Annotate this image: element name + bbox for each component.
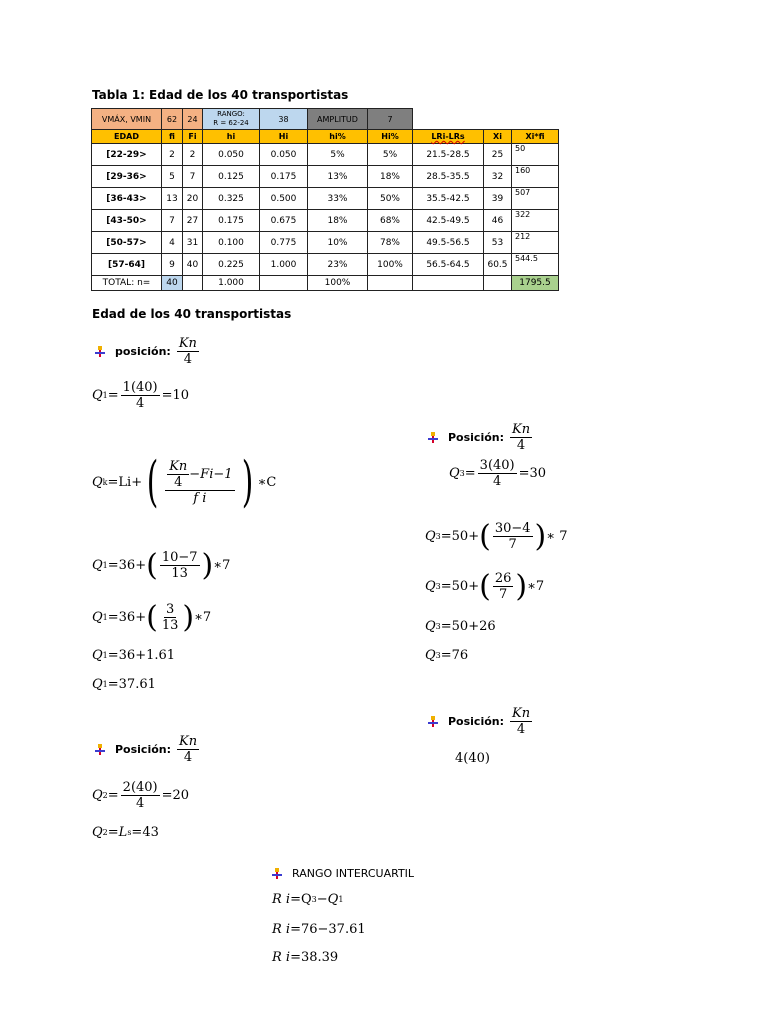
table-cell: 78% — [368, 232, 413, 254]
table-cell — [260, 276, 308, 291]
frac-den: 4 — [136, 796, 145, 811]
formula-part: =50+26 — [440, 619, 496, 634]
table-cell: 21.5-28.5 — [413, 144, 484, 166]
total-n: 40 — [162, 276, 183, 291]
frac-num: Kn — [512, 422, 531, 437]
total-xifi: 1795.5 — [512, 276, 559, 291]
bullet-icon — [428, 717, 438, 727]
formula-part: ∗ 7 — [546, 529, 568, 544]
table-row — [92, 166, 559, 188]
q3-result: Q 3 =76 — [425, 648, 469, 663]
vmax-value: 62 — [162, 109, 183, 130]
frac-num: 30−4 — [494, 521, 531, 536]
frac-den: 4 — [183, 352, 193, 367]
formula-part: ∗C — [257, 474, 277, 490]
col-header: hi% — [308, 130, 368, 144]
vmin-value: 24 — [183, 109, 203, 130]
table-cell: 25 — [484, 144, 512, 166]
total-hip: 100% — [308, 276, 368, 291]
eq-result: =20 — [161, 788, 190, 803]
q1-step-1: Q 1 =36+ ( $\frac{10-7}{13}$ ) ∗7 — [92, 547, 231, 583]
table-cell: [36-43> — [92, 188, 162, 210]
col-header: fi — [162, 130, 183, 144]
table-cell: 13 — [162, 188, 183, 210]
table-cell: 23% — [308, 254, 368, 276]
formula-part: =76 — [440, 648, 469, 663]
formula-part: ∗7 — [194, 610, 212, 625]
frac-num: 3(40) — [479, 458, 515, 473]
empty-cell — [512, 109, 559, 130]
q3-step-2: Q 3 =50+ ( $\frac{26}{7}$ ) ∗7 — [425, 568, 545, 604]
table-cell: 13% — [308, 166, 368, 188]
frac-den: 13 — [171, 566, 188, 581]
table-cell: 0.050 — [260, 144, 308, 166]
col-header: hi — [203, 130, 260, 144]
section-subtitle: Edad de los 40 transportistas — [92, 307, 292, 321]
table-row — [92, 144, 559, 166]
table-cell: 40 — [183, 254, 203, 276]
ri-result: R i =38.39 — [272, 950, 339, 965]
frac-den: 7 — [508, 537, 517, 552]
frac-num: Kn — [179, 734, 198, 749]
col-header: LRi-LRs — [413, 130, 484, 144]
frac-num: 2(40) — [122, 780, 158, 795]
table-cell: [29-36> — [92, 166, 162, 188]
table-cell: 53 — [484, 232, 512, 254]
formula-part: ∗7 — [213, 558, 231, 573]
table-header-row-1 — [92, 109, 559, 130]
formula-part: =37.61 — [107, 677, 156, 692]
table-cell: 50% — [368, 188, 413, 210]
q3-step-3: Q 3 =50+26 — [425, 619, 496, 634]
total-label: TOTAL: n= — [92, 276, 162, 291]
empty-cell — [413, 109, 484, 130]
table-cell: 39 — [484, 188, 512, 210]
table-cell — [368, 276, 413, 291]
table-cell: 5 — [162, 166, 183, 188]
q1-result: Q 1 =37.61 — [92, 677, 156, 692]
q3-step-1: Q 3 =50+ ( $\frac{30-4}{7}$ ) ∗ 7 — [425, 518, 568, 554]
frac-num: 10−7 — [161, 550, 198, 565]
table-cell: 20 — [183, 188, 203, 210]
table-cell: 56.5-64.5 — [413, 254, 484, 276]
table-cell: 7 — [183, 166, 203, 188]
table-cell: [50-57> — [92, 232, 162, 254]
table-cell — [413, 276, 484, 291]
q1-step-3: Q 1 =36+1.61 — [92, 648, 176, 663]
formula-part: =Li+ — [107, 474, 143, 490]
table-cell: [57-64] — [92, 254, 162, 276]
table-cell: 4 — [162, 232, 183, 254]
position-formula-q3 — [428, 422, 534, 453]
frac-den: 4 — [174, 474, 183, 490]
col-header: Xi*fi — [512, 130, 559, 144]
col-header: Hi — [260, 130, 308, 144]
table-cell: 50 — [512, 144, 559, 166]
q1-step-2: Q 1 =36+ ( $\frac{3}{13}$ ) ∗7 — [92, 599, 212, 635]
formula-part: −Fi−1 — [189, 466, 233, 482]
quartile-general-formula: Q k =Li+ ( $\frac{Kn}{4}$ −Fi−1 f i ) ∗C — [92, 450, 277, 513]
frac-den: 4 — [516, 438, 526, 453]
table-cell: 28.5-35.5 — [413, 166, 484, 188]
frac-den: 4 — [516, 722, 526, 737]
eq-result: =30 — [518, 466, 547, 481]
table-cell: 544.5 — [512, 254, 559, 276]
formula-part: =76−37.61 — [290, 922, 366, 937]
table-cell: 46 — [484, 210, 512, 232]
frac-num: Kn — [512, 706, 531, 721]
table-row — [92, 254, 559, 276]
col-header: Fi — [183, 130, 203, 144]
table-cell: 9 — [162, 254, 183, 276]
frac-num: 3 — [165, 602, 175, 617]
q2-result: Q 2 = L s =43 — [92, 825, 159, 840]
cutoff-fragment — [455, 748, 545, 766]
formula-part: =43 — [131, 825, 159, 840]
table-cell: 322 — [512, 210, 559, 232]
table-cell: 0.050 — [203, 144, 260, 166]
frac-den: 13 — [161, 618, 179, 633]
table-cell: 0.125 — [203, 166, 260, 188]
frequency-table — [91, 108, 559, 291]
ri-formula: R i =Q 3 − Q 1 — [272, 892, 344, 907]
amplitud-label: AMPLITUD — [308, 109, 368, 130]
table-cell: 0.775 — [260, 232, 308, 254]
formula-part: ∗7 — [527, 579, 545, 594]
position-formula-q2 — [95, 734, 201, 765]
table-cell: 18% — [368, 166, 413, 188]
q3-position-eq: Q 3 = $\frac{3(40)}{4}$ =30 — [449, 458, 547, 489]
table-row — [92, 210, 559, 232]
formula-part: 4(40) — [455, 751, 490, 766]
table-title: Tabla 1: Edad de los 40 transportistas — [92, 88, 349, 102]
ri-substitution: R i =76−37.61 — [272, 922, 366, 937]
position-label: posición: — [115, 345, 171, 358]
rango-cell — [203, 109, 260, 130]
rango-label: RANGO: — [217, 110, 245, 118]
interquartile-range-heading — [272, 867, 418, 880]
table-cell: 0.175 — [203, 210, 260, 232]
frac-den: 7 — [498, 587, 508, 602]
formula-part: =36+ — [107, 558, 147, 573]
rango-value: 38 — [260, 109, 308, 130]
position-formula-q1 — [95, 336, 201, 367]
eq-result: =10 — [161, 388, 190, 403]
bullet-icon — [428, 433, 438, 443]
empty-cell — [484, 109, 512, 130]
col-header: Xi — [484, 130, 512, 144]
table-cell: 507 — [512, 188, 559, 210]
formula-part: =36+1.61 — [107, 648, 176, 663]
table-cell: 0.675 — [260, 210, 308, 232]
table-cell: 0.100 — [203, 232, 260, 254]
table-cell: 42.5-49.5 — [413, 210, 484, 232]
frac-num: 26 — [494, 571, 512, 586]
table-cell: 0.500 — [260, 188, 308, 210]
table-cell: 5% — [308, 144, 368, 166]
table-cell: 32 — [484, 166, 512, 188]
table-cell: 10% — [308, 232, 368, 254]
table-cell: 18% — [308, 210, 368, 232]
formula-part: =50+ — [440, 529, 480, 544]
position-label: Posición: — [448, 431, 505, 444]
position-formula-extra — [428, 706, 534, 737]
bullet-icon — [272, 869, 282, 879]
table-cell: 31 — [183, 232, 203, 254]
table-cell: 7 — [162, 210, 183, 232]
table-cell: 35.5-42.5 — [413, 188, 484, 210]
table-cell: 60.5 — [484, 254, 512, 276]
table-cell: 1.000 — [260, 254, 308, 276]
frac-num: 1(40) — [122, 380, 158, 395]
table-total-row — [92, 276, 559, 291]
table-cell: 0.225 — [203, 254, 260, 276]
formula-part: =50+ — [440, 579, 480, 594]
formula-part: =38.39 — [290, 950, 339, 965]
frac-num: Kn — [178, 336, 197, 351]
interquartile-label: RANGO INTERCUARTIL — [292, 867, 415, 880]
q1-position-eq: Q 1 = $\frac{1(40)}{4}$ =10 — [92, 380, 190, 411]
table-cell: 5% — [368, 144, 413, 166]
table-cell: 0.325 — [203, 188, 260, 210]
table-cell: 2 — [183, 144, 203, 166]
table-cell: 68% — [368, 210, 413, 232]
frac-den: 4 — [136, 396, 145, 411]
formula-part: =Q — [290, 892, 312, 907]
table-cell: 160 — [512, 166, 559, 188]
amplitud-value: 7 — [368, 109, 413, 130]
table-cell: [43-50> — [92, 210, 162, 232]
frac-num: Kn — [169, 458, 188, 474]
table-cell: 0.175 — [260, 166, 308, 188]
bullet-icon — [95, 745, 105, 755]
table-cell: 33% — [308, 188, 368, 210]
table-cell: 212 — [512, 232, 559, 254]
col-header: EDAD — [92, 130, 162, 144]
q2-position-eq: Q 2 = $\frac{2(40)}{4}$ =20 — [92, 780, 190, 811]
table-cell — [484, 276, 512, 291]
table-cell — [183, 276, 203, 291]
table-cell: 27 — [183, 210, 203, 232]
table-header-row-2 — [92, 130, 559, 144]
rango-formula: R = 62-24 — [213, 119, 249, 127]
formula-part: =36+ — [107, 610, 147, 625]
frac-den: 4 — [493, 474, 502, 489]
col-header: Hi% — [368, 130, 413, 144]
table-row — [92, 188, 559, 210]
table-cell: 49.5-56.5 — [413, 232, 484, 254]
table-cell: 100% — [368, 254, 413, 276]
frac-den: f i — [193, 490, 207, 506]
table-row — [92, 232, 559, 254]
table-cell: [22-29> — [92, 144, 162, 166]
vmax-vmin-label: VMÁX, VMIN — [92, 109, 162, 130]
bullet-icon — [95, 347, 105, 357]
position-label: Posición: — [115, 743, 172, 756]
frac-den: 4 — [183, 750, 193, 765]
position-label: Posición: — [448, 715, 505, 728]
table-cell: 2 — [162, 144, 183, 166]
total-hi: 1.000 — [203, 276, 260, 291]
